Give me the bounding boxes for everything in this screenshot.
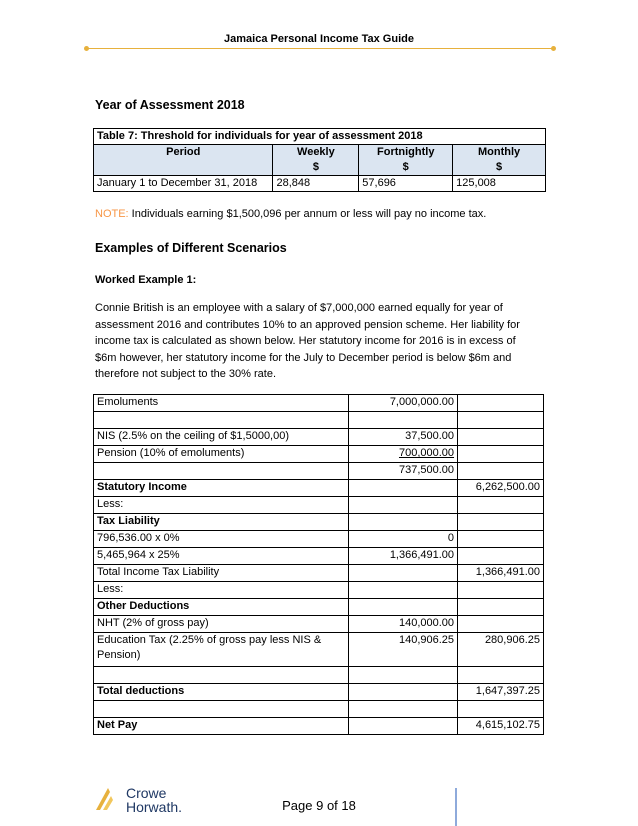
example-line: therefore not subject to the 30% rate. [95, 368, 277, 380]
table-row: Total deductions 1,647,397.25 [94, 684, 544, 701]
table-row: Net Pay 4,615,102.75 [94, 718, 544, 735]
section-heading-year: Year of Assessment 2018 [95, 98, 245, 112]
note-label: NOTE: [95, 208, 129, 220]
page-number: Page 9 of 18 [282, 798, 356, 813]
calculation-table [93, 394, 544, 735]
header-rule [86, 48, 554, 49]
threshold-table-caption: Table 7: Threshold for individuals for year of assessment 2018 [94, 129, 546, 145]
footer-divider [455, 788, 457, 826]
example-paragraph [95, 300, 555, 383]
table-row: Education Tax (2.25% of gross pay less NIS & Pension) 140,906.25 280,906.25 [94, 633, 544, 667]
example-line: income tax is calculated as shown below. Her statutory income for 2016 is in excess of [95, 335, 516, 347]
table-row: NHT (2% of gross pay) 140,000.00 [94, 616, 544, 633]
table-row: Pension (10% of emoluments) 700,000.00 [94, 446, 544, 463]
table-row [94, 176, 546, 192]
table-row [94, 701, 544, 718]
table-row: Statutory Income 6,262,500.00 [94, 480, 544, 497]
table-row [94, 667, 544, 684]
col-monthly: Monthly $ [453, 145, 546, 176]
example-line: assessment 2016 and contributes 10% to an approved pension scheme. Her liability for [95, 318, 520, 331]
table-row: Tax Liability [94, 514, 544, 531]
col-weekly: Weekly $ [273, 145, 359, 176]
section-heading-examples: Examples of Different Scenarios [95, 241, 287, 255]
example-line: $6m however, her statutory income for the July to December period is below $6m and [95, 351, 512, 364]
cell-fortnightly: 57,696 [359, 176, 453, 192]
header-dot-right [551, 46, 556, 51]
cell-weekly: 28,848 [273, 176, 359, 192]
example-line: Connie British is an employee with a salary of $7,000,000 earned equally for year of [95, 302, 503, 314]
table-row: 796,536.00 x 0% 0 [94, 531, 544, 548]
logo-text-crowe: Crowe [126, 785, 167, 801]
logo-text-horwath: Horwath. [126, 799, 183, 815]
table-row: Less: [94, 582, 544, 599]
table-row: Emoluments 7,000,000.00 [94, 395, 544, 412]
note-text: Individuals earning $1,500,096 per annum or less will pay no income tax. [128, 208, 487, 220]
threshold-table [93, 128, 546, 192]
table-row: Total Income Tax Liability 1,366,491.00 [94, 565, 544, 582]
note-paragraph [95, 206, 486, 223]
col-fortnightly: Fortnightly $ [359, 145, 453, 176]
page-header-title: Jamaica Personal Income Tax Guide [224, 33, 414, 45]
col-period: Period [94, 145, 273, 176]
table-row: 737,500.00 [94, 463, 544, 480]
table-row: 5,465,964 x 25% 1,366,491.00 [94, 548, 544, 565]
example-title: Worked Example 1: [95, 274, 197, 286]
table-row [94, 412, 544, 429]
cell-monthly: 125,008 [453, 176, 546, 192]
table-row: Less: [94, 497, 544, 514]
table-row: NIS (2.5% on the ceiling of $1,5000,00) 37,500.00 [94, 429, 544, 446]
cell-period: January 1 to December 31, 2018 [94, 176, 273, 192]
table-row: Other Deductions [94, 599, 544, 616]
